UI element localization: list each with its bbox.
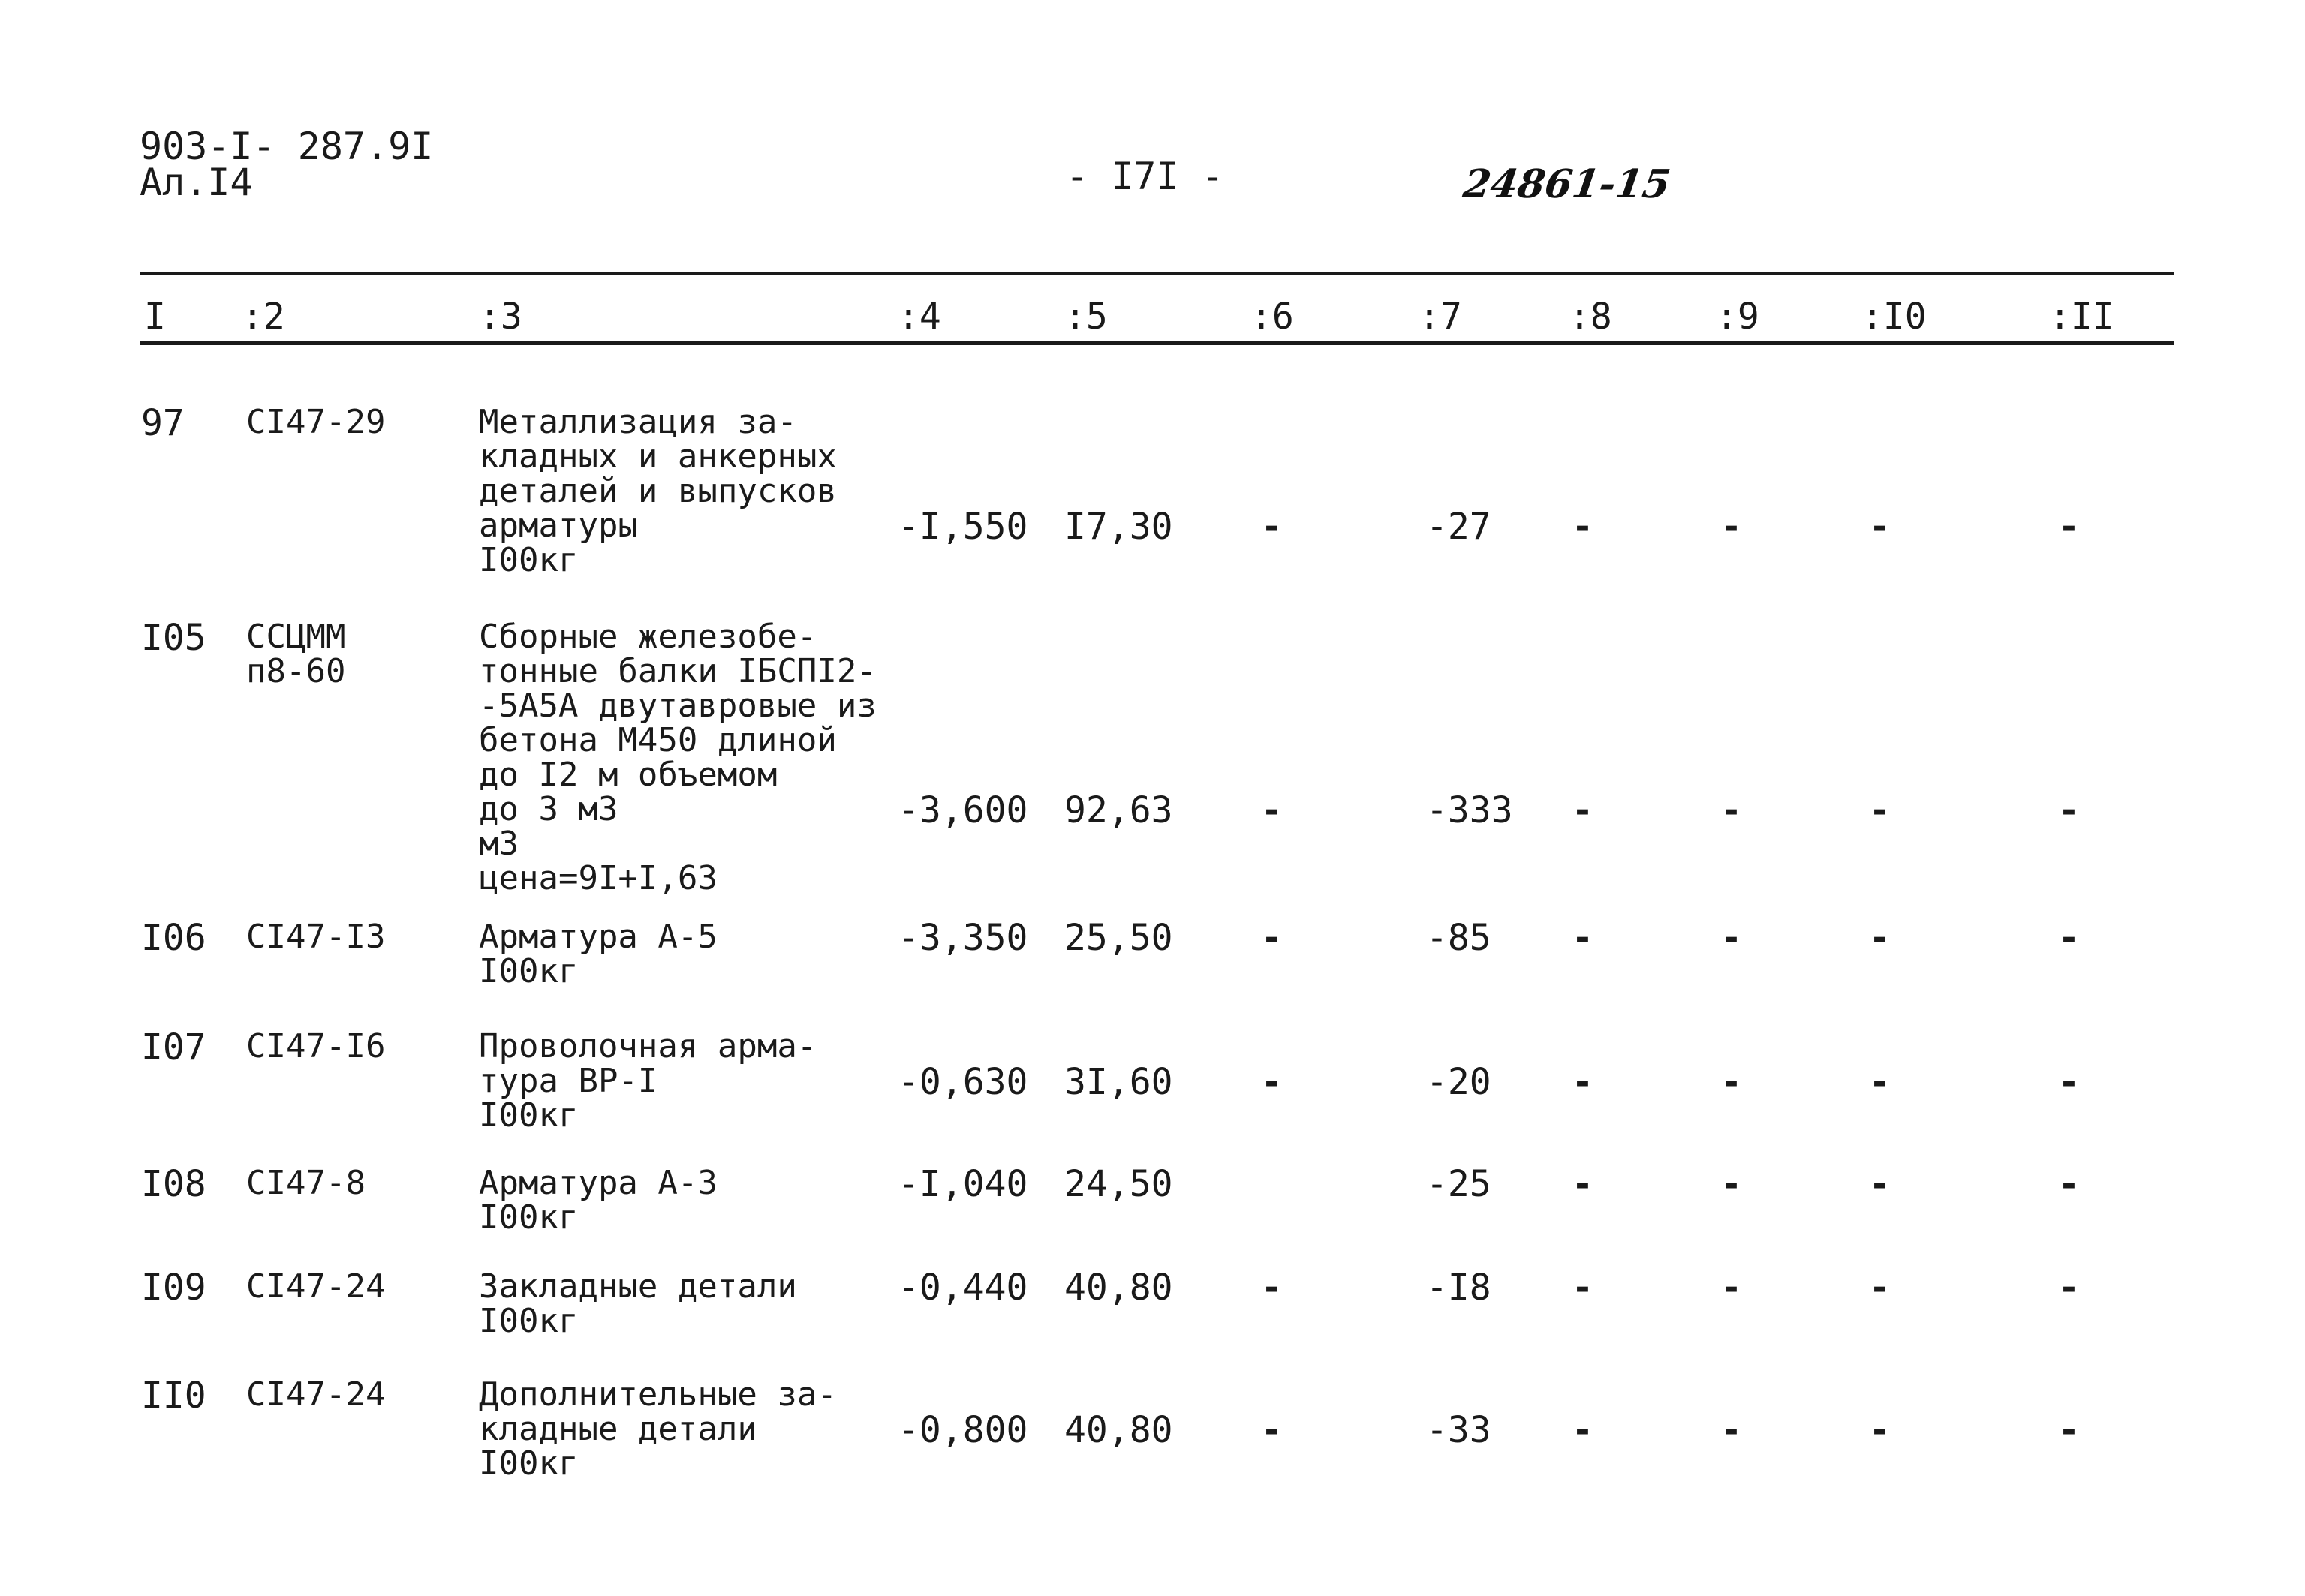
row-col11-value: - xyxy=(2058,917,2080,959)
row-col8-value: - xyxy=(1572,1061,1593,1103)
row-description xyxy=(479,1166,718,1235)
col-header-3: :3 xyxy=(479,296,522,338)
row-col9-value: - xyxy=(1720,917,1742,959)
row-code xyxy=(246,1029,385,1064)
row-col6-value: - xyxy=(1261,1409,1283,1451)
row-col4-value: -0,800 xyxy=(898,1409,1028,1451)
document-number: 903-I- 287.9I xyxy=(140,125,434,168)
row-col8-value: - xyxy=(1572,1163,1593,1205)
row-code-line: CI47-24 xyxy=(246,1267,386,1306)
row-description-line: Дополнительные за- xyxy=(479,1375,837,1414)
row-col7-value: -20 xyxy=(1426,1061,1491,1103)
row-col8-value: - xyxy=(1572,917,1593,959)
row-description xyxy=(479,1375,837,1483)
row-col4-value: -0,440 xyxy=(898,1267,1028,1309)
col-header-6: :6 xyxy=(1250,296,1294,338)
row-description-line: I00кг xyxy=(479,952,579,990)
row-col8-value: - xyxy=(1572,1409,1593,1451)
row-description-line: I00кг xyxy=(479,1302,579,1340)
row-code-line: п8-60 xyxy=(246,652,346,690)
row-description-line: тура ВР-I xyxy=(479,1062,658,1100)
row-col5-value: 25,50 xyxy=(1064,917,1173,959)
row-description-line: Арматура А-5 xyxy=(479,918,718,956)
row-col8-value: - xyxy=(1572,789,1593,831)
row-description-line: деталей и выпусков xyxy=(479,472,837,510)
row-col6-value: - xyxy=(1261,506,1283,548)
row-col5-value: 24,50 xyxy=(1064,1163,1173,1205)
row-col11-value: - xyxy=(2058,789,2080,831)
row-description-line: Металлизация за- xyxy=(479,403,797,441)
row-description-line: Сборные железобе- xyxy=(479,618,817,656)
row-code xyxy=(246,1267,386,1306)
row-number: I06 xyxy=(141,917,206,959)
row-col10-value: - xyxy=(1869,1267,1891,1309)
row-col7-value: -85 xyxy=(1426,917,1491,959)
row-col9-value: - xyxy=(1720,1267,1742,1309)
page-number: - I7I - xyxy=(1066,155,1224,198)
row-col4-value: -I,040 xyxy=(898,1163,1028,1205)
row-col8-value: - xyxy=(1572,506,1593,548)
row-col4-value: -0,630 xyxy=(898,1061,1028,1103)
row-col10-value: - xyxy=(1869,917,1891,959)
row-col4-value: -3,600 xyxy=(898,789,1028,831)
row-col11-value: - xyxy=(2058,1267,2080,1309)
row-number: II0 xyxy=(141,1375,206,1417)
row-code xyxy=(246,1375,386,1414)
row-description-line: Проволочная арма- xyxy=(479,1027,817,1066)
row-number: I05 xyxy=(141,617,206,659)
col-header-10: :I0 xyxy=(1861,296,1927,338)
row-description-line: м3 xyxy=(479,825,519,863)
row-description-line: I00кг xyxy=(479,1096,579,1135)
row-number: 97 xyxy=(141,402,185,444)
row-description-line: кладные детали xyxy=(479,1410,757,1448)
row-description xyxy=(479,620,877,896)
row-description-line: I00кг xyxy=(479,1444,579,1483)
row-code xyxy=(246,1166,366,1201)
row-col10-value: - xyxy=(1869,789,1891,831)
row-description-line: арматуры xyxy=(479,506,638,545)
col-header-9: :9 xyxy=(1716,296,1759,338)
row-col7-value: -27 xyxy=(1426,506,1491,548)
row-col4-value: -I,550 xyxy=(898,506,1028,548)
row-code-line: CI47-I6 xyxy=(246,1027,386,1066)
row-description xyxy=(479,920,718,989)
col-header-8: :8 xyxy=(1569,296,1612,338)
row-col6-value: - xyxy=(1261,917,1283,959)
row-col7-value: -33 xyxy=(1426,1409,1491,1451)
col-header-1: I xyxy=(144,296,166,338)
row-col5-value: 40,80 xyxy=(1064,1409,1173,1451)
row-col5-value: 40,80 xyxy=(1064,1267,1173,1309)
row-col6-value: - xyxy=(1261,1267,1283,1309)
row-col6-value: - xyxy=(1261,789,1283,831)
row-code-line: CI47-I3 xyxy=(246,918,386,956)
row-code xyxy=(246,620,345,689)
row-col11-value: - xyxy=(2058,1163,2080,1205)
row-description xyxy=(479,405,837,578)
row-code-line: ССЦММ xyxy=(246,618,346,656)
row-description-line: кладных и анкерных xyxy=(479,437,837,476)
row-code-line: CI47-29 xyxy=(246,403,386,441)
row-col8-value: - xyxy=(1572,1267,1593,1309)
row-col10-value: - xyxy=(1869,1061,1891,1103)
row-col10-value: - xyxy=(1869,1409,1891,1451)
row-col5-value: I7,30 xyxy=(1064,506,1173,548)
row-description-line: Закладные детали xyxy=(479,1267,797,1306)
row-description xyxy=(479,1029,817,1133)
header-bottom-rule xyxy=(140,341,2174,345)
row-col9-value: - xyxy=(1720,789,1742,831)
row-code-line: CI47-24 xyxy=(246,1375,386,1414)
row-col4-value: -3,350 xyxy=(898,917,1028,959)
row-description-line: цена=9I+I,63 xyxy=(479,859,718,897)
row-col9-value: - xyxy=(1720,506,1742,548)
row-description-line: I00кг xyxy=(479,541,579,579)
col-header-11: :II xyxy=(2049,296,2114,338)
row-description xyxy=(479,1267,797,1340)
row-col5-value: 92,63 xyxy=(1064,789,1173,831)
row-col6-value: - xyxy=(1261,1061,1283,1103)
top-rule xyxy=(140,272,2174,275)
row-col9-value: - xyxy=(1720,1163,1742,1205)
row-description-line: тонные балки IБСПI2- xyxy=(479,652,877,690)
row-col9-value: - xyxy=(1720,1409,1742,1451)
row-description-line: -5А5А двутавровые из xyxy=(479,687,877,725)
row-col7-value: -I8 xyxy=(1426,1267,1491,1309)
col-header-4: :4 xyxy=(898,296,941,338)
row-description-line: Арматура А-3 xyxy=(479,1164,718,1202)
row-col9-value: - xyxy=(1720,1061,1742,1103)
col-header-2: :2 xyxy=(242,296,285,338)
row-col10-value: - xyxy=(1869,506,1891,548)
handwritten-code: 24861-15 xyxy=(1460,161,1674,207)
row-description-line: до 3 м3 xyxy=(479,790,618,828)
row-number: I07 xyxy=(141,1026,206,1069)
sheet-label: Ал.I4 xyxy=(140,161,253,204)
row-col5-value: 3I,60 xyxy=(1064,1061,1173,1103)
row-col11-value: - xyxy=(2058,1061,2080,1103)
row-description-line: бетона М450 длиной xyxy=(479,721,837,759)
row-col11-value: - xyxy=(2058,506,2080,548)
row-col7-value: -333 xyxy=(1426,789,1513,831)
row-description-line: до I2 м объемом xyxy=(479,756,778,794)
row-code-line: CI47-8 xyxy=(246,1164,366,1202)
row-number: I09 xyxy=(141,1267,206,1309)
row-col7-value: -25 xyxy=(1426,1163,1491,1205)
row-description-line: I00кг xyxy=(479,1198,579,1237)
row-number: I08 xyxy=(141,1163,206,1205)
col-header-5: :5 xyxy=(1064,296,1108,338)
col-header-7: :7 xyxy=(1419,296,1462,338)
row-col10-value: - xyxy=(1869,1163,1891,1205)
row-code xyxy=(246,920,385,954)
row-col11-value: - xyxy=(2058,1409,2080,1451)
row-code xyxy=(246,405,385,440)
